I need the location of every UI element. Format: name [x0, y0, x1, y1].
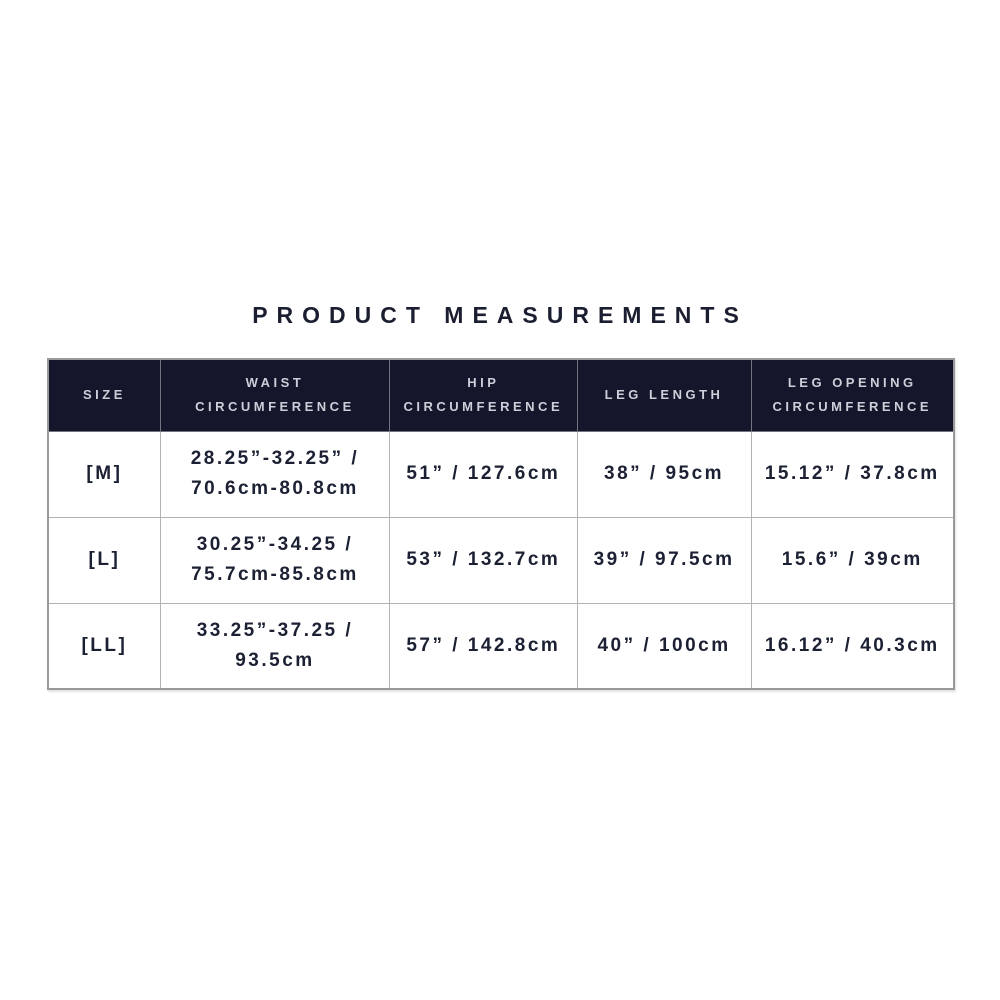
measurement-value: 53” / 132.7cm: [406, 549, 561, 570]
size-cell: [48, 603, 160, 689]
size-cell: [48, 517, 160, 603]
column-header-label: LEG LENGTH: [604, 387, 724, 403]
table-row-size-m: [48, 431, 954, 517]
measurement-value: 15.12” / 37.8cm: [764, 463, 940, 484]
column-header-hip-circumference: [390, 359, 578, 431]
table-row-size-ll: [48, 603, 954, 689]
waist-circumference-cell: [160, 431, 389, 517]
size-value: [LL]: [81, 634, 128, 656]
leg-opening-circumference-cell: [751, 517, 954, 603]
measurement-value: 15.6” / 39cm: [781, 549, 923, 570]
measurements-table: [47, 358, 955, 690]
measurement-value: 70.6cm-80.8cm: [191, 478, 359, 499]
column-header-label: HIP: [467, 375, 500, 391]
column-header-leg-opening-circumference: [751, 359, 954, 431]
leg-length-cell: [577, 431, 751, 517]
waist-circumference-cell: [160, 517, 389, 603]
measurement-value: 30.25”-34.25 /: [196, 534, 354, 555]
hip-circumference-cell: [390, 431, 578, 517]
leg-length-cell: [577, 603, 751, 689]
column-header-label: SIZE: [82, 387, 126, 403]
header-row: [48, 359, 954, 431]
measurement-value: 33.25”-37.25 /: [196, 619, 354, 641]
column-header-label: LEG OPENING: [787, 375, 917, 391]
measurement-value: 40” / 100cm: [597, 634, 731, 656]
measurement-value: 75.7cm-85.8cm: [191, 564, 359, 585]
measurement-value: 57” / 142.8cm: [406, 634, 561, 656]
column-header-waist-circumference: [160, 359, 389, 431]
column-header-label: CIRCUMFERENCE: [772, 399, 933, 415]
size-value: [M]: [86, 463, 123, 484]
measurement-value: 28.25”-32.25” /: [190, 448, 360, 469]
measurement-value: 93.5cm: [235, 649, 315, 671]
table-row-size-l: [48, 517, 954, 603]
size-cell: [48, 431, 160, 517]
measurement-value: 38” / 95cm: [604, 463, 725, 484]
column-header-size: [48, 359, 160, 431]
column-header-label: WAIST: [245, 375, 305, 391]
measurement-value: 16.12” / 40.3cm: [764, 634, 940, 656]
size-value: [L]: [88, 549, 121, 570]
leg-opening-circumference-cell: [751, 603, 954, 689]
leg-length-cell: [577, 517, 751, 603]
column-header-label: CIRCUMFERENCE: [195, 399, 355, 415]
hip-circumference-cell: [390, 517, 578, 603]
page-title: PRODUCT MEASUREMENTS: [252, 302, 748, 328]
hip-circumference-cell: [390, 603, 578, 689]
waist-circumference-cell: [160, 603, 389, 689]
leg-opening-circumference-cell: [751, 431, 954, 517]
measurement-value: 39” / 97.5cm: [593, 549, 735, 570]
column-header-label: CIRCUMFERENCE: [403, 399, 564, 415]
measurements-table-container: [47, 358, 955, 690]
column-header-leg-length: [577, 359, 751, 431]
measurement-value: 51” / 127.6cm: [406, 463, 561, 484]
